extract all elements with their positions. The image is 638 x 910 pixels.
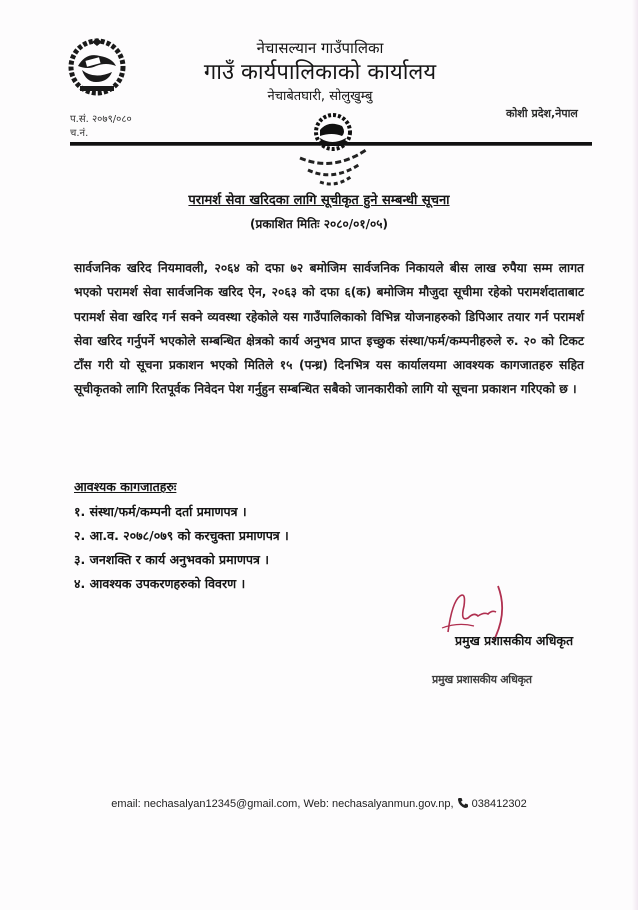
list-item: १. संस्था/फर्म/कम्पनी दर्ता प्रमाणपत्र । bbox=[74, 504, 247, 519]
list-item: ३. जनशक्ति र कार्य अनुभवको प्रमाणपत्र । bbox=[74, 552, 269, 567]
email-label: email: bbox=[111, 798, 141, 810]
page-edge-shadow bbox=[632, 0, 638, 910]
reference-block bbox=[70, 113, 132, 141]
published-date: (प्रकाशित मितिः २०८०/०१/०५) bbox=[250, 217, 388, 231]
signatory-title: प्रमुख प्रशासकीय अधिकृत bbox=[455, 633, 574, 648]
web-label: Web: bbox=[303, 798, 329, 810]
email-address[interactable]: nechasalyan12345@gmail.com, bbox=[143, 798, 301, 810]
notice-body-lead: सार्वजनिक खरिद नियमावली, bbox=[74, 261, 209, 275]
nepal-emblem-icon bbox=[66, 36, 128, 98]
province-label: कोशी प्रदेश,नेपाल bbox=[506, 107, 578, 120]
municipality-name: नेचासल्यान गाउँपालिका bbox=[256, 39, 384, 57]
dispatch-number: च.नं. bbox=[70, 128, 89, 139]
notice-title-text: परामर्श सेवा खरिदका लागि सूचीकृत हुने सम्बन्धी सूचना bbox=[188, 193, 450, 208]
letterhead bbox=[170, 38, 470, 106]
phone-icon bbox=[457, 797, 469, 809]
required-docs-list bbox=[74, 500, 289, 596]
office-name: गाउँ कार्यपालिकाको कार्यालय bbox=[203, 60, 437, 85]
notice-body bbox=[74, 256, 584, 402]
signatory-stamp: प्रमुख प्रशासकीय अधिकृत bbox=[432, 673, 532, 686]
list-item: २. आ.व. २०७८/०७९ को करचुक्ता प्रमाणपत्र । bbox=[74, 528, 289, 543]
notice-title bbox=[0, 190, 638, 208]
ref-number: प.सं. २०७९/०८० bbox=[70, 114, 132, 125]
office-address: नेचाबेतघारी, सोलुखुम्बु bbox=[267, 89, 373, 104]
contact-footer bbox=[0, 797, 638, 810]
notice-body-text: २०६४ को दफा ७२ बमोजिम सार्वजनिक निकायले बीस लाख रुपैया सम्म लागत भएको परामर्श सेवा सार्वजनिक खरिद ऐन, २०६३ को दफा ६(क) बमोजिम मौजुदा सूचीमा रहेको परामर्शदाताबाट परामर्श सेवा खरिद गर्न सक्ने व्यवस्था रहेकोले यस गाउँपालिकाको विभिन्न योजनाहरुको डिपिआर तयार गर्न परामर्श सेवा खरिद गर्नुपर्ने भएकोले सम्बन्धित क्षेत्रको कार्य अनुभव प्राप्त इच्छुक संस्था/फर्म/कम्पनीहरुले रु. २० को टिकट टाँस गरी यो सूचना प्रकाशन भएको मितिले १५ (पन्ध्र) दिनभित्र यस कार्यालयमा आवश्यक कागजातहरु सहित सूचीकृतको लागि रितपूर्वक निवेदन पेश गर्नुहुन सम्बन्धित सबैको जानकारीको लागि यो सूचना प्रकाशन गरिएको छ । bbox=[74, 261, 584, 397]
list-item: ४. आवश्यक उपकरणहरुको विवरण । bbox=[74, 576, 246, 591]
website-link[interactable]: nechasalyanmun.gov.np, bbox=[332, 798, 454, 810]
phone-number[interactable]: 038412302 bbox=[471, 798, 527, 810]
required-docs-heading: आवश्यक कागजातहरुः bbox=[74, 479, 177, 494]
